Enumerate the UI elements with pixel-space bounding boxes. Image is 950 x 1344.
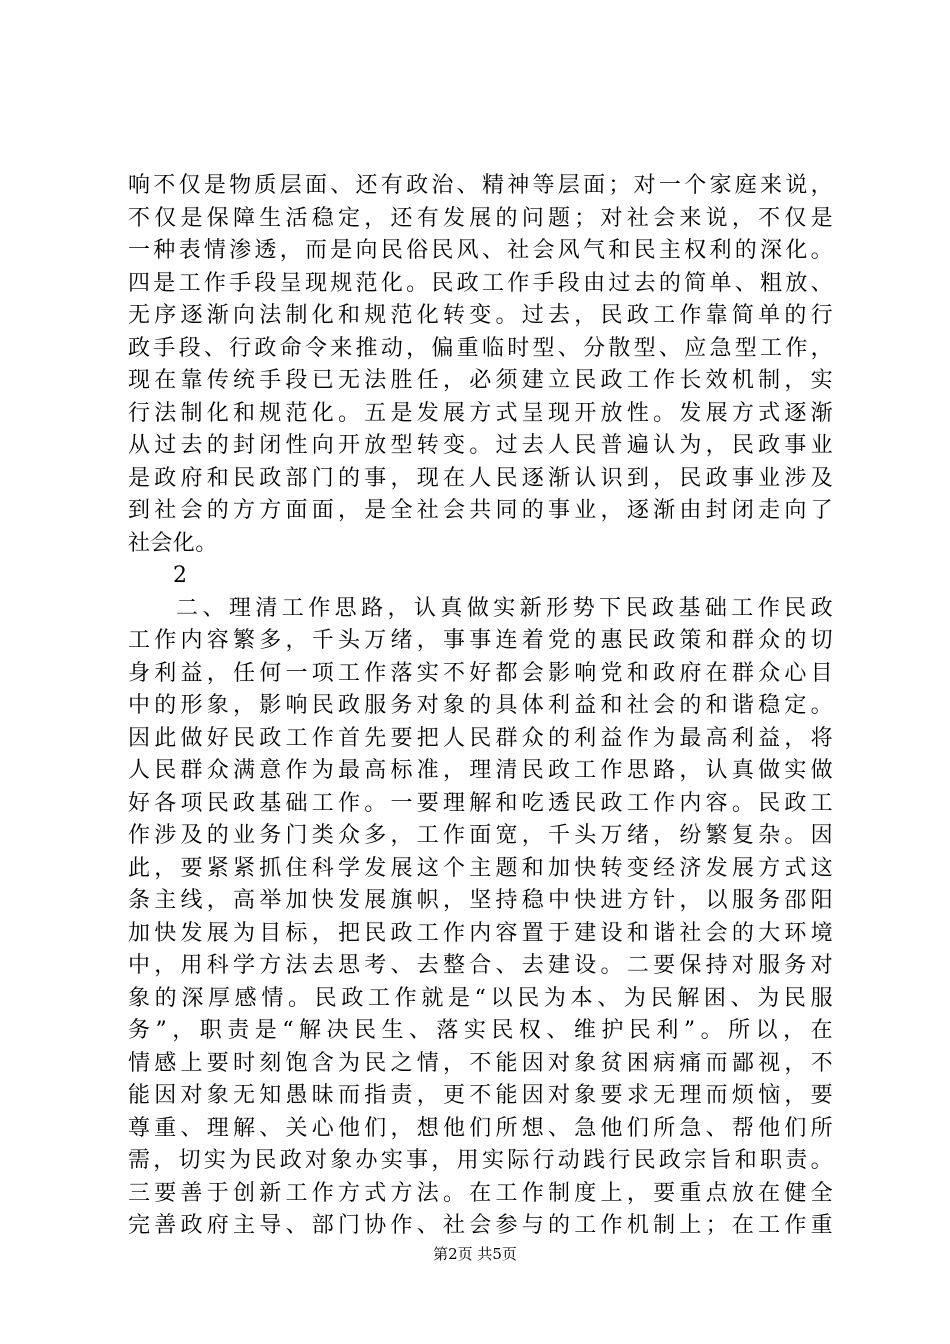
text-line: 作涉及的业务门类众多，工作面宽，千头万绪，纷繁复杂。因: [128, 823, 833, 848]
text-line: 三要善于创新工作方式方法。在工作制度上，要重点放在健全: [128, 1180, 833, 1206]
text-line: 是政府和民政部门的事，现在人民逐渐认识到，民政事业涉及: [128, 465, 833, 491]
section-heading-line: 二、理清工作思路，认真做实新形势下民政基础工作民政: [176, 595, 833, 621]
text-line: 需，切实为民政对象办实事，用实际行动践行民政宗旨和职责。: [128, 1148, 833, 1173]
text-line: 象的深厚感情。民政工作就是“以民为本、为民解困、为民服: [128, 985, 833, 1011]
text-line: 条主线，高举加快发展旗帜，坚持稳中快进方针，以服务邵阳: [128, 888, 833, 913]
text-line: 情感上要时刻饱含为民之情，不能因对象贫困病痛而鄙视，不: [128, 1050, 833, 1076]
section-number: 2: [173, 563, 188, 588]
text-line: 一种表情渗透，而是向民俗民风、社会风气和民主权利的深化。: [128, 238, 833, 263]
body-text: [128, 170, 833, 1243]
text-line: 不仅是保障生活稳定，还有发展的问题；对社会来说，不仅是: [128, 205, 833, 231]
text-line: 尊重、理解、关心他们，想他们所想、急他们所急、帮他们所: [128, 1115, 833, 1141]
text-line: 身利益，任何一项工作落实不好都会影响党和政府在群众心目: [128, 660, 833, 686]
page-footer: [0, 1243, 950, 1264]
text-line: 到社会的方方面面，是全社会共同的事业，逐渐由封闭走向了: [128, 498, 833, 523]
text-line: 四是工作手段呈现规范化。民政工作手段由过去的简单、粗放、: [128, 270, 833, 296]
text-line: 完善政府主导、部门协作、社会参与的工作机制上；在工作重: [128, 1213, 833, 1238]
text-line: 从过去的封闭性向开放型转变。过去人民普遍认为，民政事业: [128, 433, 833, 458]
text-line: 中，用科学方法去思考、去整合、去建设。二要保持对服务对: [128, 953, 833, 978]
text-line: 响不仅是物质层面、还有政治、精神等层面；对一个家庭来说，: [128, 173, 833, 198]
text-line: 人民群众满意作为最高标准，理清民政工作思路，认真做实做: [128, 758, 833, 783]
text-line: 无序逐渐向法制化和规范化转变。过去，民政工作靠简单的行: [128, 303, 833, 328]
text-line: 现在靠传统手段已无法胜任，必须建立民政工作长效机制，实: [128, 368, 833, 393]
text-line: 因此做好民政工作首先要把人民群众的利益作为最高利益，将: [128, 725, 833, 751]
text-line: 加快发展为目标，把民政工作内容置于建设和谐社会的大环境: [128, 920, 833, 946]
text-line: 行法制化和规范化。五是发展方式呈现开放性。发展方式逐渐: [128, 400, 833, 426]
text-line: 工作内容繁多，千头万绪，事事连着党的惠民政策和群众的切: [128, 628, 833, 653]
text-line: 此，要紧紧抓住科学发展这个主题和加快转变经济发展方式这: [128, 855, 833, 881]
text-line: 好各项民政基础工作。一要理解和吃透民政工作内容。民政工: [128, 790, 833, 816]
text-line: 政手段、行政命令来推动，偏重临时型、分散型、应急型工作，: [128, 335, 833, 361]
page-number-label: 第2页 共5页: [433, 1245, 517, 1263]
text-line: 能因对象无知愚昧而指责，更不能因对象要求无理而烦恼，要: [128, 1083, 833, 1108]
text-line: 社会化。: [128, 530, 218, 556]
text-line: 务”，职责是“解决民生、落实民权、维护民利”。所以，在: [128, 1018, 833, 1043]
text-line: 中的形象，影响民政服务对象的具体利益和社会的和谐稳定。: [128, 693, 833, 718]
